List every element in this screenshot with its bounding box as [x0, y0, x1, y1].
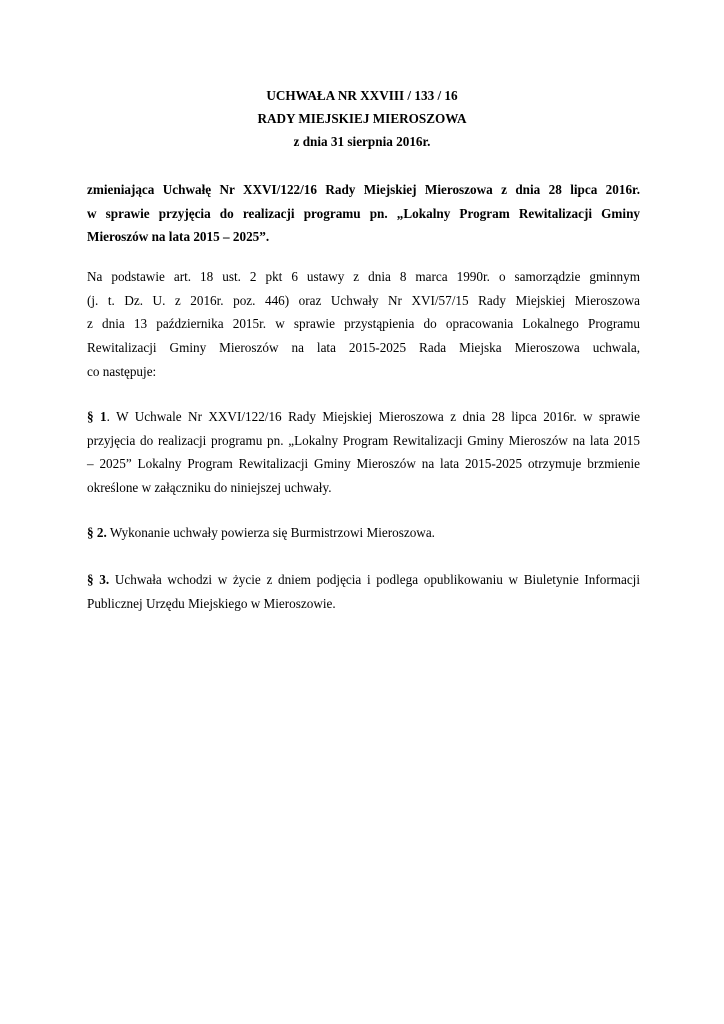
legal-basis-paragraph — [87, 265, 640, 383]
section-mark: § 1 — [87, 409, 107, 424]
resolution-number: UCHWAŁA NR XXVIII / 133 / 16 — [266, 88, 458, 103]
section-line: – 2025” Lokalny Program Rewitalizacji Gminy Mieroszów na lata 2015-2025 otrzymuje brzmienie — [87, 456, 640, 472]
subject-line: w sprawie przyjęcia do realizacji programu pn. „Lokalny Program Rewitalizacji Gminy — [87, 205, 640, 221]
section-mark: § 3. — [87, 572, 110, 587]
resolution-subject — [87, 178, 640, 249]
paragraph-line: Na podstawie art. 18 ust. 2 pkt 6 ustawy z dnia 8 marca 1990r. o samorządzie gminnym — [87, 269, 640, 284]
section-3 — [87, 568, 640, 615]
paragraph-line: z dnia 13 października 2015r. w sprawie przystąpienia do opracowania Lokalnego Programu — [87, 316, 640, 332]
paragraph-line: Rewitalizacji Gminy Mieroszów na lata 2015-2025 Rada Miejska Mieroszowa uchwala, — [87, 340, 640, 356]
section-text: Wykonanie uchwały powierza się Burmistrzowi Mieroszowa. — [106, 525, 435, 540]
section-text: . W Uchwale Nr XXVI/122/16 Rady Miejskiej Mieroszowa z dnia 28 lipca 2016r. w sprawie — [106, 409, 641, 424]
council-name: RADY MIEJSKIEJ MIEROSZOWA — [257, 111, 467, 126]
section-text: Uchwała wchodzi w życie z dniem podjęcia i podlega opublikowaniu w Biuletynie Informacji — [109, 572, 641, 587]
section-first-line — [87, 521, 640, 545]
section-line: określone w załączniku do niniejszej uchwały. — [87, 480, 332, 496]
section-first-line — [87, 405, 640, 429]
subject-line: zmieniająca Uchwałę Nr XXVI/122/16 Rady Miejskiej Mieroszowa z dnia 28 lipca 2016r. — [87, 182, 640, 197]
section-line: przyjęcia do realizacji programu pn. „Lokalny Program Rewitalizacji Gminy Mieroszów na lata 2015 — [87, 432, 640, 448]
section-mark: § 2. — [87, 525, 107, 540]
paragraph-line: co następuje: — [87, 363, 157, 379]
resolution-date: z dnia 31 sierpnia 2016r. — [293, 134, 431, 149]
section-1 — [87, 405, 640, 500]
section-first-line — [87, 568, 640, 592]
section-line: Publicznej Urzędu Miejskiego w Mieroszowie. — [87, 595, 336, 611]
paragraph-line: (j. t. Dz. U. z 2016r. poz. 446) oraz Uchwały Nr XVI/57/15 Rady Miejskiej Mieroszowa — [87, 292, 640, 308]
section-2 — [87, 521, 640, 545]
subject-line: Mieroszów na lata 2015 – 2025”. — [87, 229, 270, 245]
